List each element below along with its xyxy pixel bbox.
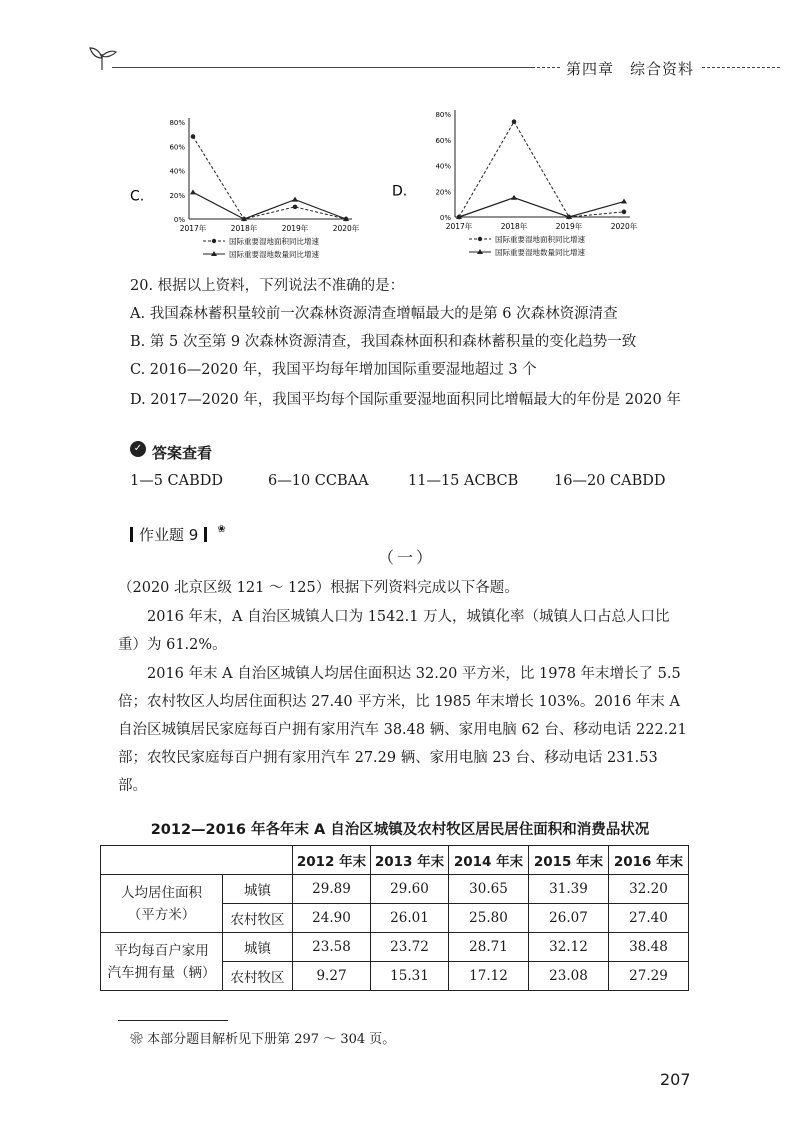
table-header-row <box>101 846 689 875</box>
footnote: ❀ 本部分题目解析见下册第 297 ～ 304 页。 <box>130 1032 396 1047</box>
table-cell: 23.58 <box>293 933 371 962</box>
homework-title <box>130 524 226 545</box>
leaf-icon <box>88 46 118 72</box>
answers-title: 答案查看 <box>152 444 213 462</box>
x-tick-label: 2018年 <box>230 224 258 233</box>
table-row <box>101 875 689 904</box>
answer-icon: ✓ <box>130 441 146 457</box>
table-cell: 9.27 <box>293 962 371 991</box>
table-cell: 17.12 <box>449 962 529 991</box>
y-tick-label: 60% <box>169 143 185 152</box>
area-growth-point <box>622 210 627 215</box>
y-tick-label: 40% <box>435 162 451 171</box>
group-label-line: 汽车拥有量（辆） <box>107 964 216 981</box>
x-tick-label: 2017年 <box>179 224 207 233</box>
chart-d <box>390 106 660 262</box>
table-cell: 38.48 <box>609 933 689 962</box>
page-number: 207 <box>660 1070 691 1089</box>
option-b: B. 第 5 次至第 9 次森林资源清查，我国森林面积和森林蓄积量的变化趋势一致 <box>130 334 637 350</box>
table-cell: 15.31 <box>371 962 449 991</box>
table-cell: 26.07 <box>529 904 609 933</box>
title-bar-right <box>204 527 207 542</box>
y-tick-label: 80% <box>169 119 185 127</box>
group-label-line: 人均居住面积 <box>121 884 202 901</box>
header-rule-solid <box>112 67 532 68</box>
x-tick-label: 2019年 <box>281 224 309 233</box>
group-label-line: （平方米） <box>127 906 196 923</box>
table-corner <box>101 846 293 875</box>
title-bar-left <box>130 527 133 542</box>
year-header: 2016 年末 <box>609 846 689 875</box>
flower-icon: ❀ <box>217 524 226 535</box>
year-header: 2014 年末 <box>449 846 529 875</box>
answer-item: 6—10 CCBAA <box>268 473 369 489</box>
legend-label: 国际重要湿地数量同比增速 <box>229 250 319 259</box>
table-cell: 27.29 <box>609 962 689 991</box>
group-label <box>101 875 223 933</box>
y-tick-label: 20% <box>435 188 451 197</box>
count-growth-point <box>190 189 196 194</box>
year-header: 2015 年末 <box>529 846 609 875</box>
area-growth-line <box>459 122 624 217</box>
question-stem: 20. 根据以上资料，下列说法不准确的是： <box>130 278 405 294</box>
y-tick-label: 20% <box>169 191 185 200</box>
y-tick-label: 0% <box>173 216 185 224</box>
table-cell: 32.20 <box>609 875 689 904</box>
table-cell: 30.65 <box>449 875 529 904</box>
count-growth-point <box>511 195 517 200</box>
table-cell: 23.08 <box>529 962 609 991</box>
table-cell: 26.01 <box>371 904 449 933</box>
sub-label: 城镇 <box>223 875 293 904</box>
chart-option-label: C. <box>130 188 145 205</box>
table-title: 2012—2016 年各年末 A 自治区城镇及农村牧区居民居住面积和消费品状况 <box>150 822 650 838</box>
answer-item: 16—20 CABDD <box>554 473 666 489</box>
y-tick-label: 60% <box>435 136 451 145</box>
x-tick-label: 2017年 <box>445 222 473 231</box>
table-cell: 32.12 <box>529 933 609 962</box>
sub-label: 农村牧区 <box>223 904 293 933</box>
table-cell: 27.40 <box>609 904 689 933</box>
x-tick-label: 2019年 <box>555 222 583 231</box>
option-d: D. 2017—2020 年，我国平均每个国际重要湿地面积同比增幅最大的年份是 2020 年 <box>130 392 681 408</box>
y-tick-label: 80% <box>435 111 451 119</box>
area-growth-point <box>293 205 298 210</box>
intro-paragraph: （2020 北京区级 121 ～ 125）根据下列资料完成以下各题。 <box>118 580 519 596</box>
answer-item: 11—15 ACBCB <box>408 473 519 489</box>
option-c: C. 2016—2020 年，我国平均每年增加国际重要湿地超过 3 个 <box>130 362 537 378</box>
y-tick-label: 0% <box>439 214 451 222</box>
area-growth-point <box>512 119 517 124</box>
legend-circle-marker <box>478 237 482 241</box>
answer-item: 1—5 CABDD <box>130 473 224 489</box>
legend-label: 国际重要湿地面积同比增速 <box>229 237 319 246</box>
table-row <box>101 933 689 962</box>
y-tick-label: 40% <box>169 167 185 176</box>
section-title: （一） <box>378 548 436 567</box>
legend-circle-marker <box>212 239 216 243</box>
table-cell: 29.60 <box>371 875 449 904</box>
count-growth-point <box>292 197 298 202</box>
legend-label: 国际重要湿地数量同比增速 <box>495 248 585 257</box>
paragraph-2: 2016 年末 A 自治区城镇人均居住面积达 32.20 平方米，比 1978 年末增长了 5.5 倍；农村牧区人均居住面积达 27.40 平方米，比 1985 年末增长 103%。2016 年末 A 自治区城镇居民家庭每百户拥有家用汽车 38.48 辆、家用电脑 62 台、移动电话 222.21 部；农牧民家庭每百户拥有家用汽车 27.29 辆、家用电脑 23 台、移动电话 231.53 部。 <box>118 666 687 794</box>
homework-title-text: 作业题 9 <box>139 526 199 544</box>
group-label <box>101 933 223 991</box>
x-tick-label: 2018年 <box>500 222 528 231</box>
table-cell: 28.71 <box>449 933 529 962</box>
chart-option-label: D. <box>392 183 408 200</box>
table-cell: 24.90 <box>293 904 371 933</box>
table-cell: 29.89 <box>293 875 371 904</box>
sub-label: 农村牧区 <box>223 962 293 991</box>
area-growth-point <box>191 134 196 139</box>
paragraph-1: 2016 年末，A 自治区城镇人口为 1542.1 万人，城镇化率（城镇人口占总人口比重）为 61.2%。 <box>118 609 670 653</box>
data-table <box>100 845 689 991</box>
table-cell: 31.39 <box>529 875 609 904</box>
x-tick-label: 2020年 <box>332 224 360 233</box>
area-growth-line <box>193 137 346 219</box>
x-tick-label: 2020年 <box>610 222 638 231</box>
group-label-line: 平均每百户家用 <box>114 942 209 959</box>
chart-c <box>128 112 388 262</box>
legend-label: 国际重要湿地面积同比增速 <box>495 235 585 244</box>
year-header: 2012 年末 <box>293 846 371 875</box>
count-growth-point <box>621 199 627 204</box>
year-header: 2013 年末 <box>371 846 449 875</box>
chapter-header: 第四章 综合资料 <box>560 58 700 79</box>
count-growth-line <box>193 192 346 219</box>
table-cell: 25.80 <box>449 904 529 933</box>
sub-label: 城镇 <box>223 933 293 962</box>
footnote-rule <box>118 1020 228 1021</box>
table-cell: 23.72 <box>371 933 449 962</box>
option-a: A. 我国森林蓄积量较前一次森林资源清查增幅最大的是第 6 次森林资源清查 <box>130 306 618 322</box>
